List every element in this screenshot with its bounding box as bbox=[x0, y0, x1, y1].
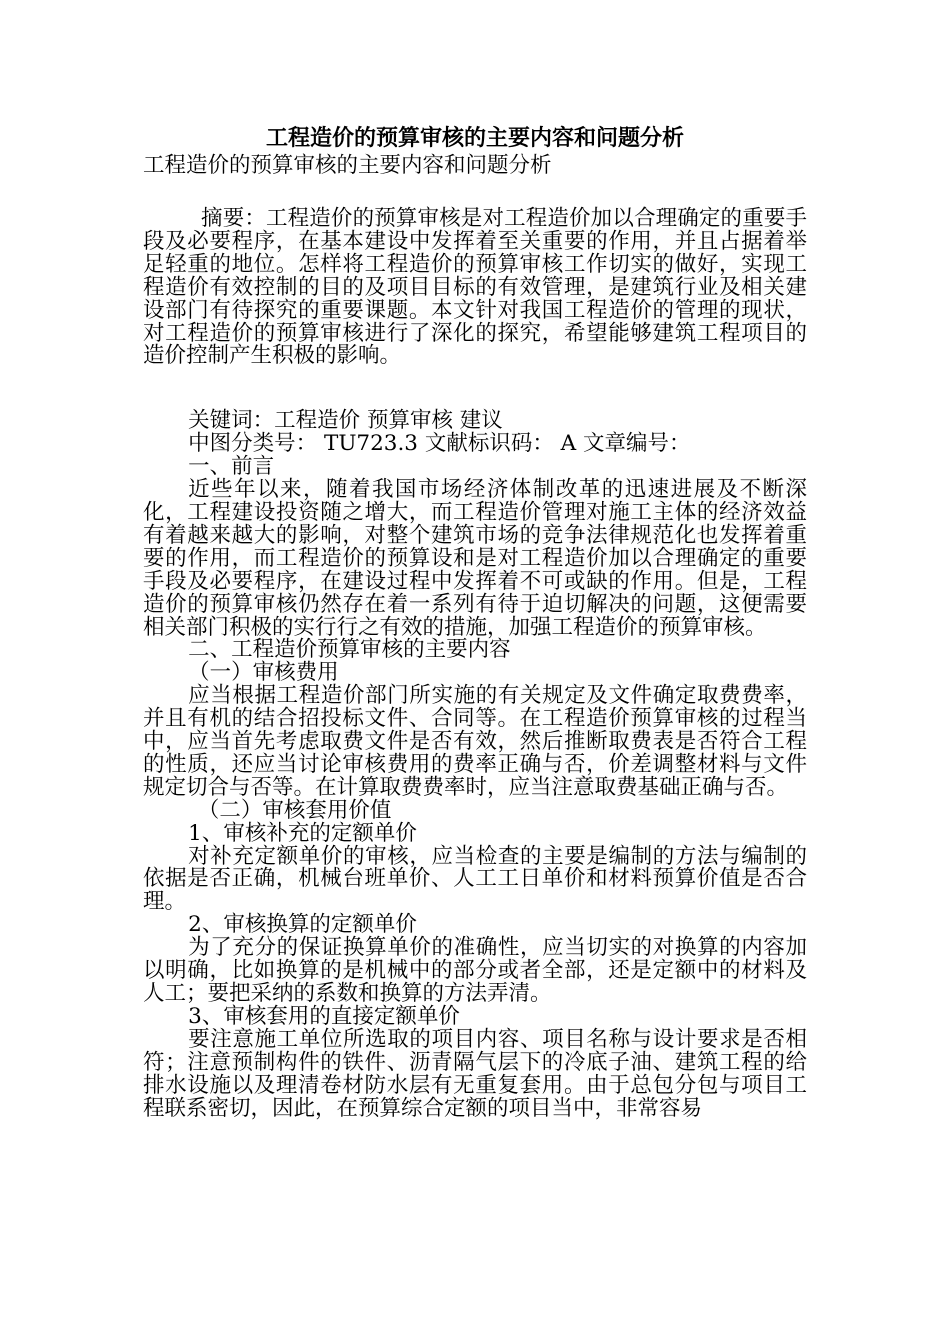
item-heading: 3、审核套用的直接定额单价 bbox=[188, 1003, 460, 1029]
item-heading: 2、审核换算的定额单价 bbox=[188, 912, 417, 938]
keywords-line: 关键词：工程造价 预算审核 建议 bbox=[188, 408, 503, 434]
section-heading: 一、前言 bbox=[188, 454, 275, 480]
document-title: 工程造价的预算审核的主要内容和问题分析 bbox=[265, 125, 684, 151]
document-page bbox=[143, 124, 807, 1120]
body-paragraph: 要注意施工单位所选取的项目内容、项目名称与设计要求是否相符；注意预制构件的铁件、沥青隔气层下的冷底子油、建筑工程的给排水设施以及理清卷材防水层有无重复套用。由于总包分包与项目工程联系密切，因此，在预算综合定额的项目当中，非常容易 bbox=[143, 1026, 807, 1121]
body-paragraph: 应当根据工程造价部门所实施的有关规定及文件确定取费费率，并且有机的结合招投标文件、合同等。在工程造价预算审核的过程当中，应当首先考虑取费文件是否有效，然后推断取费表是否符合工程的性质，还应当讨论审核费用的费率正确与否，价差调整材料与文件规定切合与否等。在计算取费费率时，应当注意取费基础正确与否。 bbox=[143, 683, 807, 800]
blank-line bbox=[143, 368, 807, 396]
body-paragraph: 近些年以来，随着我国市场经济体制改革的迅速进展及不断深化，工程建设投资随之增大，而工程造价管理对施工主体的经济效益有着越来越大的影响，对整个建筑市场的竞争法律规范化也发挥着重要的作用，而工程造价的预算设和是对工程造价加以合理确定的重要手段及必要程序，在建设过程中发挥着不可或缺的作用。但是，工程造价的预算审核仍然存在着一系列有待于迫切解决的问题，这便需要相关部门积极的实行行之有效的措施，加强工程造价的预算审核。 bbox=[143, 477, 807, 640]
document-body bbox=[143, 456, 807, 1120]
subsection-heading: （二）审核套用价值 bbox=[197, 797, 392, 823]
classification-line: 中图分类号： TU723.3 文献标识码： A 文章编号： bbox=[188, 431, 691, 457]
body-paragraph: 为了充分的保证换算单价的准确性，应当切实的对换算的内容加以明确，比如换算的是机械中的部分或者全部，还是定额中的材料及人工；要把采纳的系数和换算的方法弄清。 bbox=[143, 935, 807, 1006]
document-subtitle: 工程造价的预算审核的主要内容和问题分析 bbox=[143, 153, 552, 178]
subsection-heading: （一）审核费用 bbox=[188, 660, 339, 686]
blank-line bbox=[143, 180, 807, 208]
body-paragraph: 对补充定额单价的审核，应当检查的主要是编制的方法与编制的依据是否正确，机械台班单价、人工工日单价和材料预算价值是否合理。 bbox=[143, 843, 807, 915]
item-heading: 1、审核补充的定额单价 bbox=[188, 820, 417, 846]
section-heading: 二、工程造价预算审核的主要内容 bbox=[188, 637, 511, 663]
abstract-paragraph: 摘要：工程造价的预算审核是对工程造价加以合理确定的重要手段及必要程序，在基本建设中发挥着至关重要的作用，并且占据着举足轻重的地位。怎样将工程造价的预算审核工作切实的做好，实现工程造价有效控制的目的及项目目标的有效管理，是建筑行业及相关建设部门有待探究的重要课题。本文针对我国工程造价的管理的现状，对工程造价的预算审核进行了深化的探究，希望能够建筑工程项目的造价控制产生积极的影响。 bbox=[143, 206, 807, 369]
